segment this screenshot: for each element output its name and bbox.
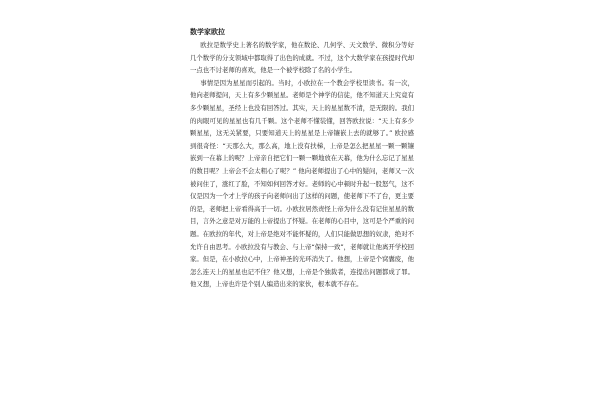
- article: [190, 27, 414, 291]
- paragraph-intro: 欧拉是数学史上著名的数学家，他在数论、几何学、天文数学、微积分等好几个数学的分支领域中都取得了出色的成就。不过，这个大数学家在孩提时代却一点也不讨老师的喜欢，他是一个被学校除了名的小学生。: [190, 41, 414, 75]
- paragraph-story: 事情是因为星星而引起的。当时，小欧拉在一个教会学校里读书。有一次，他向老师提问，天上有多少颗星星。老师是个神学的信徒，他不知道天上究竟有多少颗星星，圣经上也没有回答过。其实，天上的星星数不清，是无限的。我们的肉眼可见的星星也有几千颗。这个老师不懂装懂，回答欧拉说：“天上有多少颗星星，这无关紧要，只要知道天上的星星是上帝镶嵌上去的就够了。” 欧拉感到很奇怪：“天那么大，那么高，地上没有扶梯，上帝是怎么把星星一颗一颗镶嵌到一在幕上的呢？上帝亲自把它们一颗一颗地放在天幕，他为什么忘记了星星的数目呢？上帝会不会太粗心了呢？” 他向老师提出了心中的疑问，老师又一次被问住了，涨红了脸，不知如何回答才好。老师的心中顿时升起一股怒气，这不仅是因为一个才上学的孩子向老师问出了这样的问题，使老师下不了台，更主要的是，老师把上帝看得高于一切。小欧拉居然责怪上帝为什么没有记住星星的数目，言外之意是对万能的上帝提出了怀疑。在老师的心目中，这可是个严重的问题。在欧拉的年代，对上帝是绝对不能怀疑的，人们只能做思想的奴隶，绝对不允许自由思考。小欧拉没有与教会、与上帝“保持一致”，老师就让他离开学校回家。但是，在小欧拉心中，上帝神圣的光环消失了。他想，上帝是个窝囊废，他怎么连天上的星星也记不住？他又想，上帝是个独裁者，连提出问题都成了罪。他又想，上帝也许是个别人编造出来的家伙，根本就不存在。: [190, 78, 414, 289]
- article-title: 数学家欧拉: [190, 28, 225, 36]
